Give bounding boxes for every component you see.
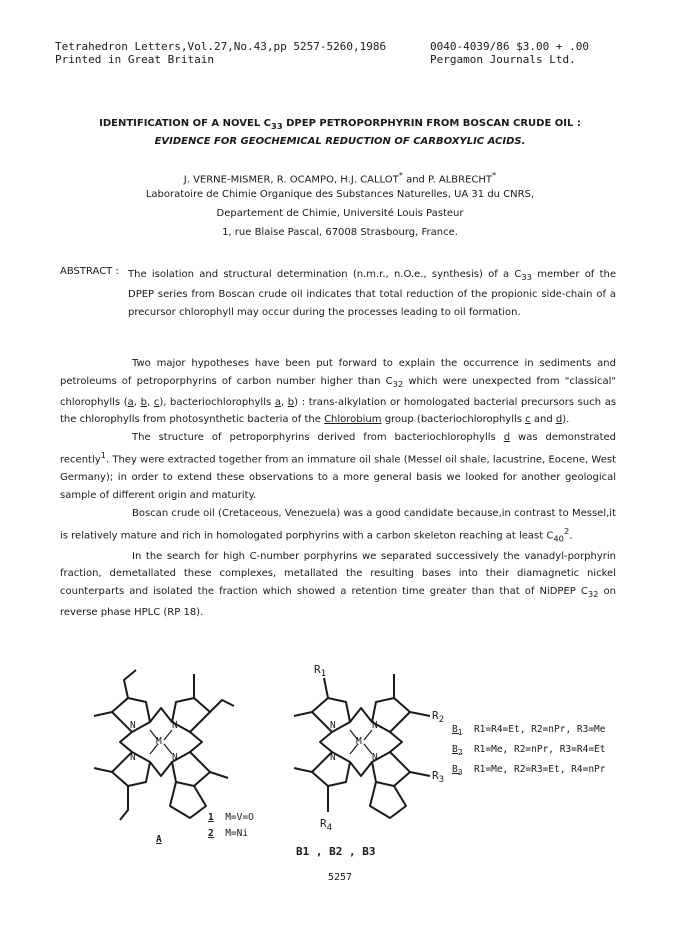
- b2-definition: $B_2$ R1=Me, R2=nPr, R3=R4=Et: [452, 744, 606, 757]
- paragraph-2: The structure of petroporphyrins derived from bacteriochlorophylls d was demonstrated recently$^1$. They were extracted together from an immature oil shale (Messel oil shale, lacustrine, Eocene, West Germany); in order to extend these observations to a more general basis we looked for another geological sample of different origin and maturity.: [60, 432, 616, 501]
- r2-label: $R_2$: [432, 709, 445, 726]
- atom-n: N: [130, 720, 136, 731]
- structure-a: [94, 670, 234, 820]
- journal-citation: Tetrahedron Letters,Vol.27,No.43,pp 5257-5260,1986: [55, 40, 387, 53]
- r1-label: $R_1$: [314, 663, 327, 680]
- price-code: 0040-4039/86 $3.00 + .00: [430, 40, 589, 53]
- atom-n: N: [130, 752, 136, 763]
- abstract-label: ABSTRACT :: [60, 266, 119, 277]
- paragraph-1: Two major hypotheses have been put forward to explain the occurrence in sediments and petroleums of petroporphyrins of carbon number higher than $C_{32}$ which were unexpected from "classical" chlorophylls (a, b, c), bacteriochlorophylls a, b) : trans-alkylation or homologated bacterial precursors such as the chlorophylls from photosynthetic bacteria of the Chlorobium group (bacteriochlorophylls c and d).: [60, 358, 617, 426]
- affiliation-line1: Laboratoire de Chimie Organique des Substances Naturelles, UA 31 du CNRS,: [145, 189, 535, 200]
- b3-definition: $B_3$ R1=Me, R2=R3=Et, R4=nPr: [452, 764, 606, 777]
- atom-n: N: [372, 752, 378, 763]
- b-series-label: B1 , B2 , B3: [296, 845, 376, 858]
- atom-n: N: [330, 720, 336, 731]
- b1-definition: $B_1$ R1=R4=Et, R2=nPr, R3=Me: [452, 724, 606, 737]
- paragraph-4: In the search for high C-number porphyrins we separated successively the vanadyl-porphyrin fraction, demetallated these complexes, metallated the resulting bases into their diamagnetic nickel counterparts and isolated the fraction which showed a retention time greater than that of NiDPEP $C_{32}$ on reverse phase HPLC (RP 18).: [60, 550, 616, 619]
- abstract-text: The isolation and structural determination (n.m.r., n.O.e., synthesis) of a $C_{33}$ member of the DPEP series from Boscan crude oil indicates that total reduction of the propionic side-chain of a precursor chlorophyll may occur during the processes leading to oil formation.: [128, 269, 616, 318]
- atom-n: N: [172, 752, 178, 763]
- structure-b: [294, 674, 430, 818]
- page-number: 5257: [327, 872, 353, 883]
- atom-m: M: [156, 736, 162, 747]
- affiliation-line3: 1, rue Blaise Pascal, 67008 Strasbourg, France.: [222, 227, 458, 238]
- metal-legend-2: 2 M=Ni: [208, 828, 249, 839]
- compound-a-label: A: [156, 834, 162, 845]
- atom-n: N: [330, 752, 336, 763]
- paragraph-3: Boscan crude oil (Cretaceous, Venezuela) was a good candidate because,in contrast to Messel,it is relatively mature and rich in homologated porphyrins with a carbon skeleton reaching at least $C_{40}^2$.: [60, 507, 616, 543]
- author-list: J. VERNE-MISMER, R. OCAMPO, H.J. CALLOT* and P. ALBRECHT*: [183, 170, 497, 186]
- publisher: Pergamon Journals Ltd.: [430, 53, 576, 66]
- metal-legend-1: 1 M=V=O: [208, 812, 254, 823]
- atom-n: N: [372, 720, 378, 731]
- atom-m: M: [356, 736, 362, 747]
- paper-title-line1: IDENTIFICATION OF A NOVEL $C_{33}$ DPEP PETROPORPHYRIN FROM BOSCAN CRUDE OIL :: [99, 118, 581, 131]
- r3-label: $R_3$: [432, 769, 445, 786]
- atom-n: N: [172, 720, 178, 731]
- body-text: [60, 355, 616, 622]
- r4-label: $R_4$: [320, 817, 333, 834]
- porphyrin-structures-figure: [80, 660, 620, 875]
- affiliation-line2: Departement de Chimie, Université Louis Pasteur: [216, 208, 464, 219]
- paper-title-line2: EVIDENCE FOR GEOCHEMICAL REDUCTION OF CARBOXYLIC ACIDS.: [154, 136, 526, 147]
- printed-in: Printed in Great Britain: [55, 53, 214, 66]
